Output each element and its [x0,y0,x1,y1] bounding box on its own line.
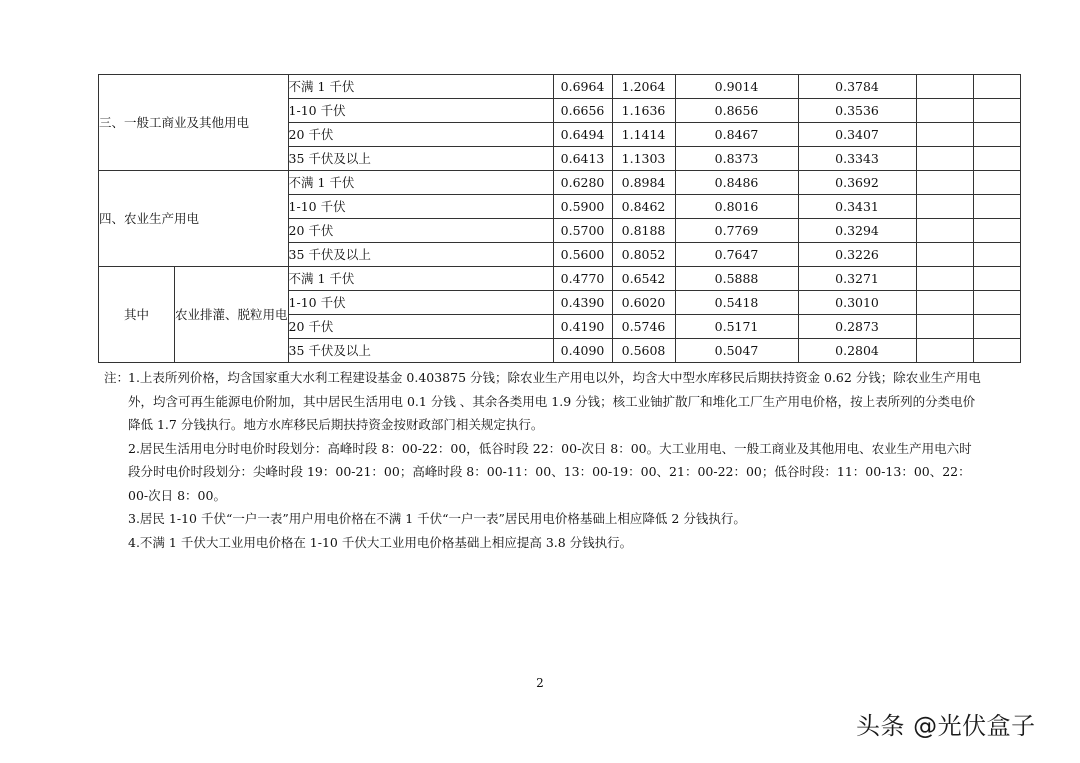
price-cell: 0.3692 [798,171,916,195]
empty-cell [973,243,1020,267]
empty-cell [916,219,973,243]
price-cell: 0.3784 [798,75,916,99]
price-cell: 1.1414 [612,123,675,147]
price-cell: 0.6413 [553,147,612,171]
note-prefix: 注： [104,370,130,385]
empty-cell [916,291,973,315]
price-cell: 0.5888 [675,267,798,291]
price-cell: 0.7769 [675,219,798,243]
note-2-text: 2.居民生活用电分时电价时段划分：高峰时段 8：00-22：00，低谷时段 22：00-次日 8：00。大工业用电、一般工商业及其他用电、农业生产用电六时段分时电价时段划分：尖峰时段 19：00-21：00；高峰时段 8：00-11：00、13：00-19：00、21：00-22：00；低谷时段：11：00-13：00、22：00-次日 8：00。 [128,440,972,503]
note-1 [104,366,984,437]
price-cell: 0.3407 [798,123,916,147]
price-cell: 0.8656 [675,99,798,123]
price-cell: 0.3010 [798,291,916,315]
price-cell: 1.1636 [612,99,675,123]
price-cell: 0.8052 [612,243,675,267]
empty-cell [973,339,1020,363]
voltage-level-cell: 不满 1 千伏 [288,267,553,291]
price-cell: 0.8016 [675,195,798,219]
empty-cell [973,195,1020,219]
voltage-level-cell: 20 千伏 [288,123,553,147]
empty-cell [916,147,973,171]
table-row [99,171,1021,195]
empty-cell [916,267,973,291]
subcategory-cell: 农业排灌、脱粒用电 [175,267,289,363]
empty-cell [916,171,973,195]
price-cell: 0.3431 [798,195,916,219]
price-cell: 0.5900 [553,195,612,219]
price-cell: 0.5608 [612,339,675,363]
price-cell: 1.2064 [612,75,675,99]
voltage-level-cell: 不满 1 千伏 [288,75,553,99]
empty-cell [973,75,1020,99]
category-cell: 四、农业生产用电 [99,171,289,267]
price-cell: 0.5746 [612,315,675,339]
voltage-level-cell: 1-10 千伏 [288,195,553,219]
empty-cell [916,195,973,219]
price-cell: 0.3226 [798,243,916,267]
voltage-level-cell: 20 千伏 [288,315,553,339]
price-cell: 0.6280 [553,171,612,195]
empty-cell [973,219,1020,243]
price-cell: 0.8486 [675,171,798,195]
voltage-level-cell: 20 千伏 [288,219,553,243]
empty-cell [973,171,1020,195]
category-cell: 其中 [99,267,175,363]
price-cell: 0.6020 [612,291,675,315]
price-cell: 0.3536 [798,99,916,123]
empty-cell [973,267,1020,291]
watermark-logo: 头条 @光伏盒子 [856,712,1036,740]
note-4-text: 4.不满 1 千伏大工业用电价格在 1-10 千伏大工业用电价格基础上相应提高 3.8 分钱执行。 [128,534,633,550]
empty-cell [916,75,973,99]
price-cell: 0.6542 [612,267,675,291]
table-row [99,267,1021,291]
price-cell: 0.2804 [798,339,916,363]
price-cell: 0.2873 [798,315,916,339]
price-cell: 0.6656 [553,99,612,123]
table-row [99,75,1021,99]
empty-cell [973,147,1020,171]
empty-cell [916,315,973,339]
price-cell: 0.7647 [675,243,798,267]
empty-cell [916,123,973,147]
price-cell: 0.8373 [675,147,798,171]
category-cell: 三、一般工商业及其他用电 [99,75,289,171]
price-cell: 0.3271 [798,267,916,291]
voltage-level-cell: 35 千伏及以上 [288,339,553,363]
price-cell: 0.5700 [553,219,612,243]
page-number: 2 [536,676,544,690]
voltage-level-cell: 不满 1 千伏 [288,171,553,195]
voltage-level-cell: 1-10 千伏 [288,99,553,123]
price-cell: 0.8467 [675,123,798,147]
price-cell: 0.5600 [553,243,612,267]
price-cell: 0.8462 [612,195,675,219]
note-1-text: 1.上表所列价格，均含国家重大水利工程建设基金 0.403875 分钱；除农业生产用电以外，均含大中型水库移民后期扶持资金 0.62 分钱；除农业生产用电外，均含可再生能源电价附加，其中居民生活用电 0.1 分钱 、其余各类用电 1.9 分钱；核工业铀扩散厂和堆化工厂生产用电价格，按上表所列的分类电价降低 1.7 分钱执行。地方水库移民后期扶持资金按财政部门相关规定执行。 [128,370,981,432]
empty-cell [973,315,1020,339]
price-cell: 0.5047 [675,339,798,363]
price-cell: 1.1303 [612,147,675,171]
price-cell: 0.5418 [675,291,798,315]
empty-cell [916,243,973,267]
note-3-text: 3.居民 1-10 千伏“一户一表”用户用电价格在不满 1 千伏“一户一表”居民用电价格基础上相应降低 2 分钱执行。 [128,511,746,526]
price-cell: 0.3294 [798,219,916,243]
price-cell: 0.8984 [612,171,675,195]
price-cell: 0.4390 [553,291,612,315]
empty-cell [973,123,1020,147]
price-cell: 0.4190 [553,315,612,339]
price-cell: 0.3343 [798,147,916,171]
price-cell: 0.8188 [612,219,675,243]
voltage-level-cell: 1-10 千伏 [288,291,553,315]
price-cell: 0.5171 [675,315,798,339]
price-cell: 0.9014 [675,75,798,99]
price-cell: 0.4090 [553,339,612,363]
tariff-table [98,74,1021,363]
empty-cell [916,99,973,123]
empty-cell [973,291,1020,315]
notes-section [104,366,984,554]
price-cell: 0.6964 [553,75,612,99]
voltage-level-cell: 35 千伏及以上 [288,147,553,171]
empty-cell [973,99,1020,123]
voltage-level-cell: 35 千伏及以上 [288,243,553,267]
price-cell: 0.6494 [553,123,612,147]
price-cell: 0.4770 [553,267,612,291]
empty-cell [916,339,973,363]
